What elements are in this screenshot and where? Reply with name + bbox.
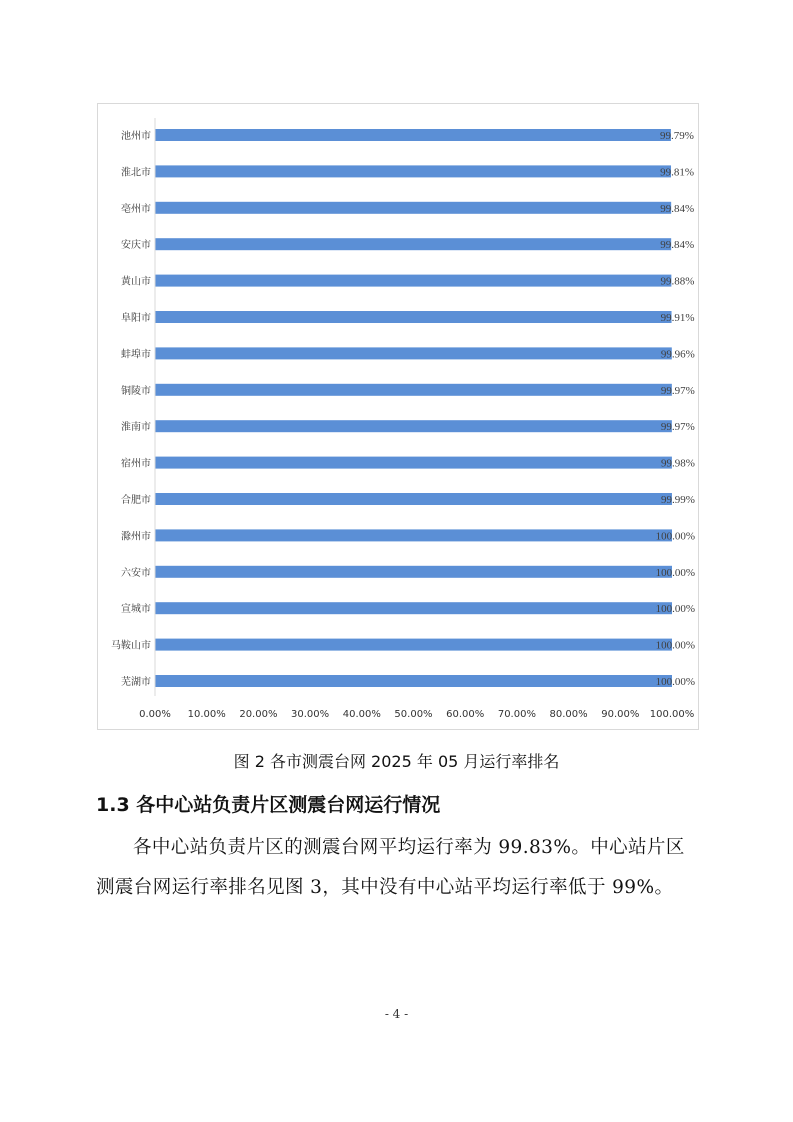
value-label: 99.81% — [660, 166, 695, 179]
category-label: 马鞍山市 — [111, 640, 151, 652]
value-label: 100.00% — [655, 566, 695, 579]
category-label: 安庆市 — [121, 240, 151, 252]
bar — [155, 639, 672, 651]
category-label: 池州市 — [121, 131, 151, 142]
category-label: 宣城市 — [121, 604, 151, 616]
category-label: 六安市 — [121, 567, 151, 579]
value-label: 99.84% — [660, 239, 695, 252]
x-tick-label: 0.00% — [139, 709, 171, 720]
value-label: 99.84% — [660, 202, 695, 215]
bar — [155, 129, 671, 141]
bar — [155, 420, 672, 432]
chart-canvas — [98, 104, 700, 731]
value-label: 100.00% — [655, 603, 695, 616]
category-label: 淮北市 — [121, 167, 151, 179]
bar — [155, 675, 672, 687]
x-tick-label: 70.00% — [497, 709, 536, 720]
value-label: 99.97% — [660, 421, 695, 434]
category-label: 宿州市 — [121, 458, 151, 470]
bar — [155, 529, 672, 541]
bar — [155, 238, 671, 250]
category-label: 黄山市 — [121, 276, 151, 288]
bar — [155, 347, 672, 359]
bar — [155, 311, 672, 323]
value-label: 99.99% — [661, 494, 695, 506]
bar — [155, 275, 671, 287]
section-number: 1.3 — [96, 794, 130, 816]
value-label: 99.98% — [660, 457, 695, 470]
value-label: 99.97% — [660, 384, 695, 397]
category-label: 铜陵市 — [121, 385, 151, 397]
page-number: - 4 - — [384, 1007, 409, 1021]
category-label: 亳州市 — [121, 203, 151, 215]
x-tick-label: 10.00% — [187, 709, 226, 720]
x-tick-label: 40.00% — [342, 709, 381, 720]
x-tick-label: 90.00% — [601, 709, 640, 720]
bar — [155, 602, 672, 614]
section-title: 各中心站负责片区测震台网运行情况 — [136, 794, 441, 816]
x-tick-label: 100.00% — [649, 709, 695, 720]
category-label: 滁州市 — [121, 531, 151, 543]
category-label: 合肥市 — [121, 495, 151, 506]
value-label: 99.96% — [660, 348, 695, 361]
bar — [155, 165, 671, 177]
bar — [155, 384, 672, 396]
x-tick-label: 30.00% — [291, 709, 330, 720]
section-heading — [96, 790, 440, 817]
x-tick-label: 20.00% — [239, 709, 278, 720]
value-label: 99.79% — [659, 130, 694, 142]
value-label: 100.00% — [655, 530, 695, 543]
value-label: 100.00% — [655, 676, 695, 688]
bar — [155, 457, 672, 469]
body-paragraph: 各中心站负责片区的测震台网平均运行率为 99.83%。中心站片区测震台网运行率排名见图 3，其中没有中心站平均运行率低于 99%。 — [96, 837, 685, 898]
value-label: 99.88% — [660, 275, 695, 288]
category-label: 阜阳市 — [121, 313, 151, 324]
x-tick-label: 80.00% — [549, 709, 588, 720]
x-tick-label: 50.00% — [394, 709, 433, 720]
category-label: 蚌埠市 — [121, 349, 151, 361]
x-tick-label: 60.00% — [446, 709, 485, 720]
bar — [155, 202, 671, 214]
figure-caption: 图 2 各市测震台网 2025 年 05 月运行率排名 — [233, 752, 560, 771]
category-label: 芜湖市 — [121, 677, 151, 688]
value-label: 99.91% — [660, 312, 695, 324]
category-label: 淮南市 — [121, 422, 151, 434]
bar — [155, 566, 672, 578]
bar — [155, 493, 672, 505]
bar-chart — [97, 103, 699, 730]
value-label: 100.00% — [655, 639, 695, 652]
